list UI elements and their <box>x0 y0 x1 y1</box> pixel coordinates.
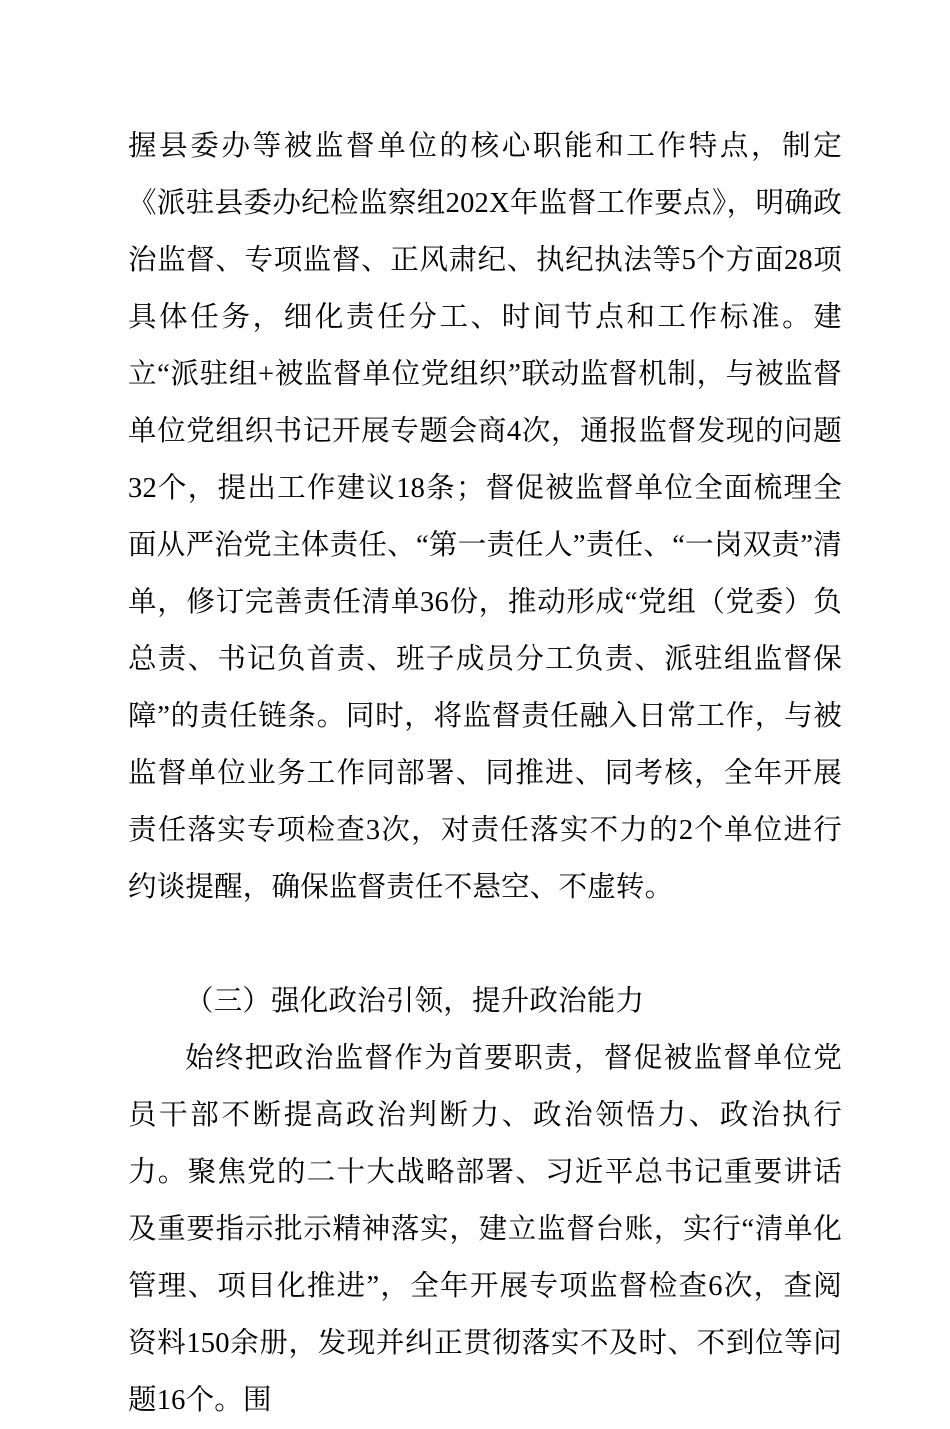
document-body <box>128 118 842 1429</box>
paragraph-continuation: 握县委办等被监督单位的核心职能和工作特点，制定《派驻县委办纪检监察组202X年监督工作要点》，明确政治监督、专项监督、正风肃纪、执纪执法等5个方面28项具体任务，细化责任分工、时间节点和工作标准。建立“派驻组+被监督单位党组织”联动监督机制，与被监督单位党组织书记开展专题会商4次，通报监督发现的问题32个，提出工作建议18条；督促被监督单位全面梳理全面从严治党主体责任、“第一责任人”责任、“一岗双责”清单，修订完善责任清单36份，推动形成“党组（党委）负总责、书记负首责、班子成员分工负责、派驻组监督保障”的责任链条。同时，将监督责任融入日常工作，与被监督单位业务工作同部署、同推进、同考核，全年开展责任落实专项检查3次，对责任落实不力的2个单位进行约谈提醒，确保监督责任不悬空、不虚转。 <box>128 131 842 903</box>
heading-section-three: （三）强化政治引领，提升政治能力 <box>185 986 645 1017</box>
paragraph-section-three-body: 始终把政治监督作为首要职责，督促被监督单位党员干部不断提高政治判断力、政治领悟力、政治执行力。聚焦党的二十大战略部署、习近平总书记重要讲话及重要指示批示精神落实，建立监督台账，实行“清单化管理、项目化推进”，全年开展专项监督检查6次，查阅资料150余册，发现并纠正贯彻落实不及时、不到位等问题16个。围 <box>128 1043 842 1416</box>
paragraph-spacer <box>128 916 842 973</box>
